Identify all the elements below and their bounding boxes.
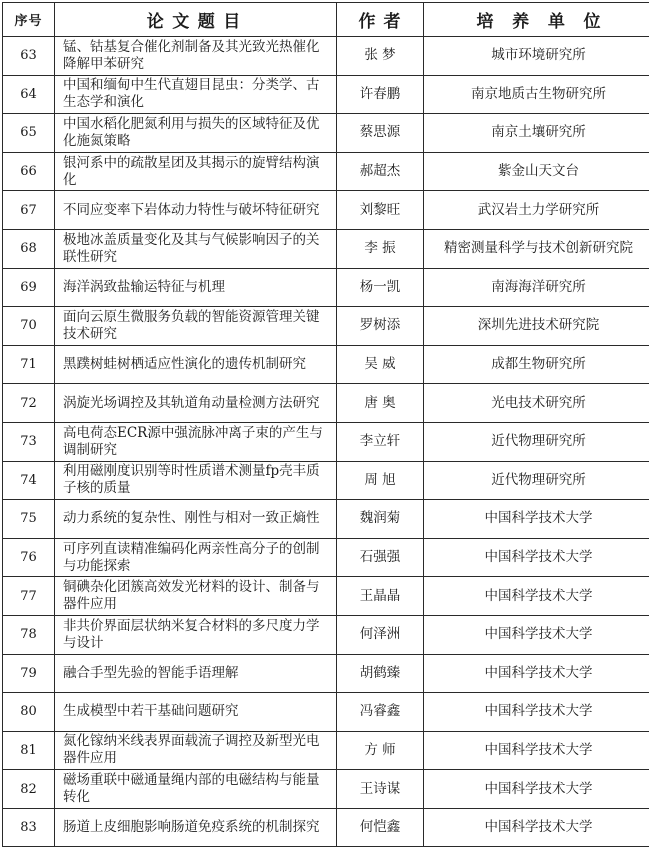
thesis-title: 不同应变率下岩体动力特性与破坏特征研究 (63, 201, 320, 218)
author-name: 蔡思源 (359, 124, 401, 141)
thesis-title-cell (55, 75, 337, 114)
institution: 中国科学技术大学 (424, 808, 649, 847)
author-name: 石强强 (359, 549, 401, 566)
table-row (3, 114, 649, 153)
author-cell (337, 114, 424, 153)
author-name: 王晶晶 (359, 587, 401, 604)
author-name: 王诗谋 (359, 780, 401, 797)
thesis-title: 可序列直读精准编码化两亲性高分子的创制与功能探索 (63, 540, 320, 574)
thesis-title: 极地冰盖质量变化及其与气候影响因子的关联性研究 (63, 231, 320, 265)
author-cell (337, 152, 424, 191)
author-name: 胡鹤臻 (359, 664, 401, 681)
author-cell (337, 731, 424, 770)
thesis-title-cell (55, 615, 337, 654)
institution: 近代物理研究所 (424, 461, 649, 500)
row-number: 73 (3, 422, 55, 461)
table-row (3, 422, 649, 461)
row-number: 77 (3, 577, 55, 616)
author-cell (337, 538, 424, 577)
thesis-title-cell (55, 152, 337, 191)
thesis-title: 中国水稻化肥氮利用与损失的区域特征及优化施氮策略 (63, 115, 320, 149)
row-number: 76 (3, 538, 55, 577)
author-name: 刘黎旺 (359, 201, 401, 218)
row-number: 64 (3, 75, 55, 114)
table-row (3, 770, 649, 809)
header-unit (424, 3, 649, 37)
thesis-title: 银河系中的疏散星团及其揭示的旋臂结构演化 (63, 154, 320, 188)
institution: 光电技术研究所 (424, 384, 649, 423)
thesis-title: 融合手型先验的智能手语理解 (63, 664, 239, 681)
author-cell (337, 307, 424, 346)
institution: 南京地质古生物研究所 (424, 75, 649, 114)
thesis-title-cell (55, 731, 337, 770)
author-name: 郝超杰 (359, 163, 401, 180)
institution: 南海海洋研究所 (424, 268, 649, 307)
institution: 城市环境研究所 (424, 37, 649, 76)
thesis-title: 磁场重联中磁通量绳内部的电磁结构与能量转化 (63, 772, 320, 806)
thesis-title-cell (55, 384, 337, 423)
author-name: 吴 威 (364, 356, 396, 373)
row-number: 79 (3, 654, 55, 693)
table-row (3, 229, 649, 268)
thesis-title: 利用磁刚度识别等时性质谱术测量fp壳丰质子核的质量 (63, 463, 320, 497)
row-number: 74 (3, 461, 55, 500)
institution: 南京土壤研究所 (424, 114, 649, 153)
thesis-title-cell (55, 461, 337, 500)
table-row (3, 615, 649, 654)
table-row (3, 37, 649, 76)
thesis-title-cell (55, 191, 337, 230)
table-body (3, 37, 649, 847)
thesis-title: 面向云原生微服务负载的智能资源管理关键技术研究 (63, 308, 320, 342)
table-row (3, 654, 649, 693)
author-cell (337, 770, 424, 809)
thesis-title: 生成模型中若干基础问题研究 (63, 703, 239, 720)
institution: 中国科学技术大学 (424, 731, 649, 770)
table-row (3, 268, 649, 307)
author-cell (337, 75, 424, 114)
thesis-title-cell (55, 422, 337, 461)
thesis-title: 氮化镓纳米线表界面载流子调控及新型光电器件应用 (63, 733, 320, 767)
author-name: 魏润菊 (359, 510, 401, 527)
header-author (337, 3, 424, 37)
institution: 中国科学技术大学 (424, 654, 649, 693)
row-number: 69 (3, 268, 55, 307)
thesis-title-cell (55, 538, 337, 577)
thesis-title-cell (55, 693, 337, 732)
table-row (3, 152, 649, 191)
author-cell (337, 500, 424, 539)
institution: 中国科学技术大学 (424, 615, 649, 654)
row-number: 71 (3, 345, 55, 384)
row-number: 66 (3, 152, 55, 191)
institution: 精密测量科学与技术创新研究院 (424, 229, 649, 268)
thesis-title-cell (55, 808, 337, 847)
table-row (3, 538, 649, 577)
author-name: 张 梦 (364, 47, 396, 64)
thesis-title: 铜碘杂化团簇高效发光材料的设计、制备与器件应用 (63, 579, 320, 613)
row-number: 80 (3, 693, 55, 732)
table-header-row (3, 3, 649, 37)
author-name: 唐 奥 (364, 394, 396, 411)
author-cell (337, 191, 424, 230)
author-cell (337, 422, 424, 461)
author-cell (337, 693, 424, 732)
thesis-title: 中国和缅甸中生代直翅目昆虫：分类学、古生态学和演化 (63, 77, 320, 111)
author-cell (337, 345, 424, 384)
table-row (3, 384, 649, 423)
author-cell (337, 615, 424, 654)
thesis-table (2, 2, 649, 847)
row-number: 72 (3, 384, 55, 423)
author-cell (337, 37, 424, 76)
table-row (3, 191, 649, 230)
author-name: 罗树添 (359, 317, 401, 334)
thesis-title-cell (55, 229, 337, 268)
thesis-title-cell (55, 770, 337, 809)
thesis-title-cell (55, 37, 337, 76)
author-cell (337, 654, 424, 693)
header-author-text: 作 者 (358, 12, 402, 32)
thesis-title: 非共价界面层状纳米复合材料的多尺度力学与设计 (63, 617, 320, 651)
thesis-title: 涡旋光场调控及其轨道角动量检测方法研究 (63, 394, 320, 411)
table-row (3, 307, 649, 346)
institution: 中国科学技术大学 (424, 693, 649, 732)
row-number: 63 (3, 37, 55, 76)
author-cell (337, 268, 424, 307)
institution: 成都生物研究所 (424, 345, 649, 384)
table-row (3, 577, 649, 616)
table-row (3, 461, 649, 500)
thesis-title-cell (55, 114, 337, 153)
row-number: 65 (3, 114, 55, 153)
author-name: 何恺鑫 (359, 819, 401, 836)
row-number: 81 (3, 731, 55, 770)
institution: 中国科学技术大学 (424, 538, 649, 577)
row-number: 78 (3, 615, 55, 654)
author-name: 杨一凯 (359, 278, 401, 295)
author-name: 何泽洲 (359, 626, 401, 643)
thesis-title: 锰、钴基复合催化剂制备及其光致光热催化降解甲苯研究 (63, 38, 320, 72)
table-row (3, 693, 649, 732)
table-row (3, 75, 649, 114)
author-name: 冯睿鑫 (359, 703, 401, 720)
institution: 中国科学技术大学 (424, 770, 649, 809)
thesis-title-cell (55, 307, 337, 346)
table-row (3, 808, 649, 847)
institution: 紫金山天文台 (424, 152, 649, 191)
institution: 近代物理研究所 (424, 422, 649, 461)
table-row (3, 345, 649, 384)
author-cell (337, 229, 424, 268)
thesis-title: 黑蹼树蛙树栖适应性演化的遗传机制研究 (63, 356, 306, 373)
author-name: 方 师 (364, 741, 396, 758)
author-cell (337, 384, 424, 423)
header-title (55, 3, 337, 37)
thesis-title-cell (55, 268, 337, 307)
thesis-title: 动力系统的复杂性、刚性与相对一致正熵性 (63, 510, 320, 527)
thesis-title-cell (55, 345, 337, 384)
institution: 深圳先进技术研究院 (424, 307, 649, 346)
author-name: 许春鹏 (359, 85, 401, 102)
header-no: 序号 (3, 3, 55, 37)
institution: 武汉岩土力学研究所 (424, 191, 649, 230)
table-row (3, 500, 649, 539)
author-name: 周 旭 (364, 471, 396, 488)
author-cell (337, 808, 424, 847)
row-number: 82 (3, 770, 55, 809)
thesis-title-cell (55, 654, 337, 693)
institution: 中国科学技术大学 (424, 500, 649, 539)
row-number: 83 (3, 808, 55, 847)
institution: 中国科学技术大学 (424, 577, 649, 616)
author-cell (337, 461, 424, 500)
row-number: 67 (3, 191, 55, 230)
header-title-text: 论文题目 (146, 12, 249, 32)
table-row (3, 731, 649, 770)
row-number: 70 (3, 307, 55, 346)
thesis-title: 高电荷态ECR源中强流脉冲离子束的产生与调制研究 (63, 424, 323, 458)
thesis-title: 肠道上皮细胞影响肠道免疫系统的机制探究 (63, 819, 320, 836)
row-number: 68 (3, 229, 55, 268)
author-name: 李立轩 (359, 433, 401, 450)
thesis-title-cell (55, 500, 337, 539)
author-cell (337, 577, 424, 616)
thesis-title: 海洋涡致盐输运特征与机理 (63, 278, 225, 295)
thesis-title-cell (55, 577, 337, 616)
row-number: 75 (3, 500, 55, 539)
header-unit-text: 培养单位 (476, 12, 620, 32)
author-name: 李 振 (364, 240, 396, 257)
